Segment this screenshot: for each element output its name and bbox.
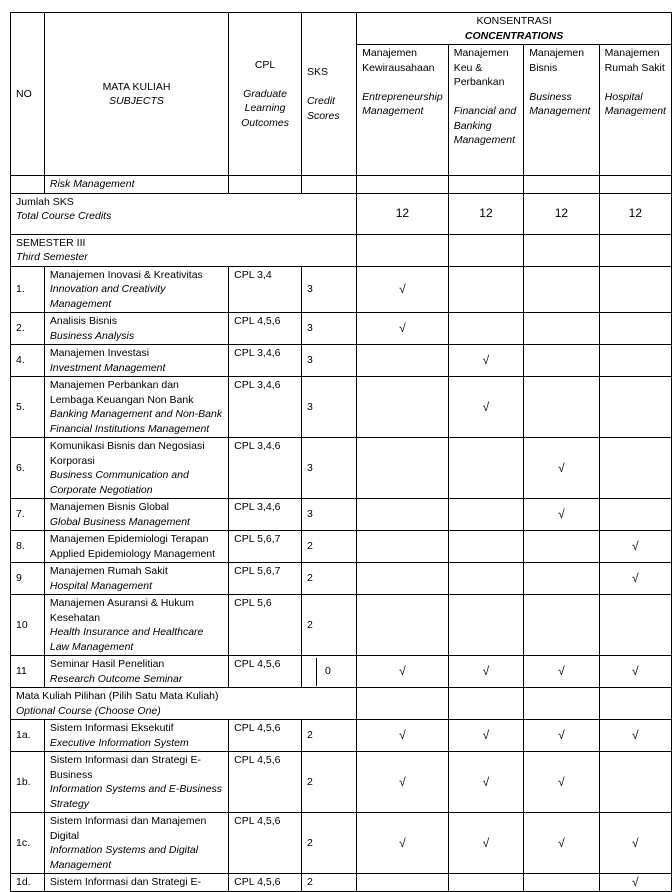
- concentration-check: √: [524, 720, 599, 752]
- course-name-en: Banking Management and Non-Bank Financial Institutions Management: [49, 408, 223, 435]
- table-row: [11, 438, 672, 499]
- table-row: [11, 813, 672, 874]
- concentration-check: √: [599, 813, 671, 874]
- table-row: [11, 656, 672, 688]
- table-row: [11, 266, 672, 313]
- course-cpl: CPL 4,5,6: [229, 313, 302, 345]
- concentration-check: √: [448, 345, 523, 377]
- course-sks: 3: [301, 377, 356, 438]
- course-number: 1b.: [11, 752, 45, 813]
- course-number: 1d.: [11, 874, 45, 892]
- concentration-check: [357, 345, 449, 377]
- course-name-en: Business Communication and Corporate Negotiation: [49, 469, 189, 496]
- course-subject: [44, 438, 228, 499]
- concentration-check: [448, 563, 523, 595]
- optional-label: Mata Kuliah Pilihan (Pilih Satu Mata Kuliah) Optional Course (Choose One): [11, 688, 357, 720]
- header-subject: MATA KULIAH SUBJECTS: [44, 13, 228, 176]
- course-cpl: CPL 4,5,6: [229, 813, 302, 874]
- course-cpl: CPL 3,4,6: [229, 345, 302, 377]
- course-name-en: Applied Epidemiology Management: [49, 547, 216, 560]
- course-cpl: CPL 5,6: [229, 595, 302, 656]
- course-name: Manajemen Rumah Sakit: [49, 565, 168, 577]
- course-name: Manajemen Inovasi & Kreativitas: [49, 268, 203, 281]
- course-cpl: CPL 4,5,6: [229, 656, 302, 688]
- concentration-check: [599, 313, 671, 345]
- course-name: Seminar Hasil Penelitian: [49, 658, 165, 670]
- course-number: 6.: [11, 438, 45, 499]
- concentration-check: [448, 313, 523, 345]
- table-row: [11, 752, 672, 813]
- table-row: [11, 176, 672, 194]
- course-name-en: Executive Information System: [49, 736, 189, 749]
- course-sks: 2: [301, 720, 356, 752]
- concentration-check: √: [357, 720, 449, 752]
- total-value: 12: [357, 193, 449, 234]
- course-number: 9: [11, 563, 45, 595]
- concentration-check: √: [599, 563, 671, 595]
- course-name: Manajemen Asuransi & Hukum Kesehatan: [49, 597, 195, 624]
- concentration-check: √: [357, 656, 449, 688]
- course-subject: [44, 531, 228, 563]
- course-name: Manajemen Perbankan dan Lembaga Keuangan Non Bank: [49, 379, 194, 406]
- concentration-check: √: [357, 266, 449, 313]
- table-row: [11, 313, 672, 345]
- course-name-en: Investment Management: [49, 361, 166, 374]
- total-label: Jumlah SKS Total Course Credits: [11, 193, 357, 234]
- semester-label: SEMESTER III Third Semester: [11, 234, 357, 266]
- course-sks: 3: [301, 499, 356, 531]
- course-subject: [44, 313, 228, 345]
- course-sks: 2: [301, 563, 356, 595]
- header-no: NO: [11, 13, 45, 176]
- course-sks: 3: [301, 438, 356, 499]
- concentration-check: √: [599, 720, 671, 752]
- concentration-check: [448, 266, 523, 313]
- course-name-en: Hospital Management: [49, 579, 153, 592]
- course-name: Manajemen Bisnis Global: [49, 501, 169, 513]
- table-row: [11, 531, 672, 563]
- continued-subject: Risk Management: [44, 176, 228, 194]
- concentration-check: √: [524, 438, 599, 499]
- course-cpl: CPL 3,4,6: [229, 499, 302, 531]
- course-number: 10: [11, 595, 45, 656]
- concentration-check: [524, 595, 599, 656]
- total-value: 12: [524, 193, 599, 234]
- concentration-check: [599, 595, 671, 656]
- concentration-check: [357, 595, 449, 656]
- concentration-check: [599, 377, 671, 438]
- course-number: 2.: [11, 313, 45, 345]
- course-cpl: CPL 3,4,6: [229, 438, 302, 499]
- concentration-check: [357, 499, 449, 531]
- course-sks: 2: [301, 531, 356, 563]
- course-name: Manajemen Epidemiologi Terapan: [49, 533, 209, 545]
- concentration-check: [524, 345, 599, 377]
- course-subject: [44, 874, 228, 892]
- concentration-check: √: [357, 313, 449, 345]
- total-row: [11, 193, 672, 234]
- header-sks: SKS Credit Scores: [301, 13, 356, 176]
- course-name: Analisis Bisnis: [49, 315, 117, 327]
- concentration-business: Manajemen Bisnis Business Management: [524, 45, 599, 176]
- course-cpl: CPL 4,5,6: [229, 720, 302, 752]
- concentration-finance-banking: Manajemen Keu & Perbankan Financial and Banking Management: [448, 45, 523, 176]
- course-sks: 0: [301, 656, 356, 688]
- course-name-en: Information Systems and E-Business Strategy: [49, 783, 223, 810]
- concentration-check: √: [357, 752, 449, 813]
- course-number: 4.: [11, 345, 45, 377]
- course-number: 11: [11, 656, 45, 688]
- concentration-check: √: [448, 720, 523, 752]
- table-row: [11, 720, 672, 752]
- semester-row: [11, 234, 672, 266]
- course-name-en: Business Analysis: [49, 329, 135, 342]
- course-cpl: CPL 3,4: [229, 266, 302, 313]
- course-name: Sistem Informasi Eksekutif: [49, 722, 174, 734]
- concentration-check: [524, 874, 599, 892]
- concentration-check: [448, 595, 523, 656]
- table-row: [11, 563, 672, 595]
- course-number: 1a.: [11, 720, 45, 752]
- concentration-check: [448, 438, 523, 499]
- course-subject: [44, 595, 228, 656]
- course-sks: 3: [301, 266, 356, 313]
- course-number: 7.: [11, 499, 45, 531]
- concentration-check: √: [524, 499, 599, 531]
- course-name-en: Global Business Management: [49, 515, 190, 528]
- concentration-check: [448, 499, 523, 531]
- total-value: 12: [599, 193, 671, 234]
- course-name-en: Research Outcome Seminar: [49, 672, 183, 685]
- course-number: 8.: [11, 531, 45, 563]
- course-subject: [44, 656, 228, 688]
- course-subject: [44, 752, 228, 813]
- concentration-check: [357, 531, 449, 563]
- course-cpl: CPL 5,6,7: [229, 531, 302, 563]
- concentration-check: √: [599, 874, 671, 892]
- course-cpl: CPL 4,5,6: [229, 874, 302, 892]
- table-row: [11, 377, 672, 438]
- concentration-check: [357, 874, 449, 892]
- course-sks: 3: [301, 313, 356, 345]
- course-number: 1.: [11, 266, 45, 313]
- concentration-check: √: [524, 752, 599, 813]
- concentration-check: √: [448, 377, 523, 438]
- concentration-check: [599, 345, 671, 377]
- course-subject: [44, 266, 228, 313]
- concentration-check: √: [599, 656, 671, 688]
- concentration-check: √: [448, 752, 523, 813]
- concentration-check: [599, 266, 671, 313]
- concentration-check: √: [357, 813, 449, 874]
- table-row: [11, 345, 672, 377]
- table-row: [11, 874, 672, 892]
- header-cpl: CPL Graduate Learning Outcomes: [229, 13, 302, 176]
- concentration-entrepreneurship: Manajemen Kewirausahaan Entrepreneurship Management: [357, 45, 449, 176]
- course-cpl: CPL 3,4,6: [229, 377, 302, 438]
- course-sks: 3: [301, 345, 356, 377]
- course-subject: [44, 563, 228, 595]
- table-row: [11, 595, 672, 656]
- course-name: Manajemen Investasi: [49, 347, 150, 359]
- course-subject: [44, 499, 228, 531]
- course-sks: 2: [301, 595, 356, 656]
- course-name: Sistem Informasi dan Manajemen Digital: [49, 815, 207, 842]
- course-cpl: CPL 4,5,6: [229, 752, 302, 813]
- concentration-check: [357, 563, 449, 595]
- course-name-en: Information Systems and Digital Management: [49, 844, 199, 871]
- concentration-check: [524, 313, 599, 345]
- course-number: 1c.: [11, 813, 45, 874]
- course-sks: 2: [301, 752, 356, 813]
- concentration-check: √: [448, 656, 523, 688]
- concentration-check: [524, 531, 599, 563]
- course-name: Sistem Informasi dan Strategi E-: [49, 876, 202, 888]
- course-number: 5.: [11, 377, 45, 438]
- concentration-check: [599, 438, 671, 499]
- concentration-check: [357, 438, 449, 499]
- course-subject: [44, 345, 228, 377]
- concentration-check: [599, 499, 671, 531]
- course-sks: 2: [301, 874, 356, 892]
- course-subject: [44, 813, 228, 874]
- optional-row: [11, 688, 672, 720]
- course-name: Komunikasi Bisnis dan Negosiasi Korporasi: [49, 440, 205, 467]
- concentration-check: [448, 874, 523, 892]
- concentration-check: [524, 266, 599, 313]
- concentration-check: [524, 377, 599, 438]
- concentration-check: [357, 377, 449, 438]
- course-name-en: Health Insurance and Healthcare Law Management: [49, 626, 204, 653]
- total-value: 12: [448, 193, 523, 234]
- concentration-check: √: [524, 656, 599, 688]
- concentration-check: √: [448, 813, 523, 874]
- concentration-check: √: [599, 531, 671, 563]
- course-subject: [44, 377, 228, 438]
- concentration-check: [524, 563, 599, 595]
- header-concentrations: KONSENTRASI CONCENTRATIONS: [357, 13, 672, 45]
- course-name-en: Innovation and Creativity Management: [49, 283, 166, 310]
- concentration-check: [599, 752, 671, 813]
- course-subject: [44, 720, 228, 752]
- concentration-check: [448, 531, 523, 563]
- course-name: Sistem Informasi dan Strategi E-Business: [49, 754, 202, 781]
- curriculum-table: [10, 12, 672, 892]
- concentration-hospital: Manajemen Rumah Sakit Hospital Management: [599, 45, 671, 176]
- concentration-check: √: [524, 813, 599, 874]
- course-cpl: CPL 5,6,7: [229, 563, 302, 595]
- table-row: [11, 499, 672, 531]
- course-sks: 2: [301, 813, 356, 874]
